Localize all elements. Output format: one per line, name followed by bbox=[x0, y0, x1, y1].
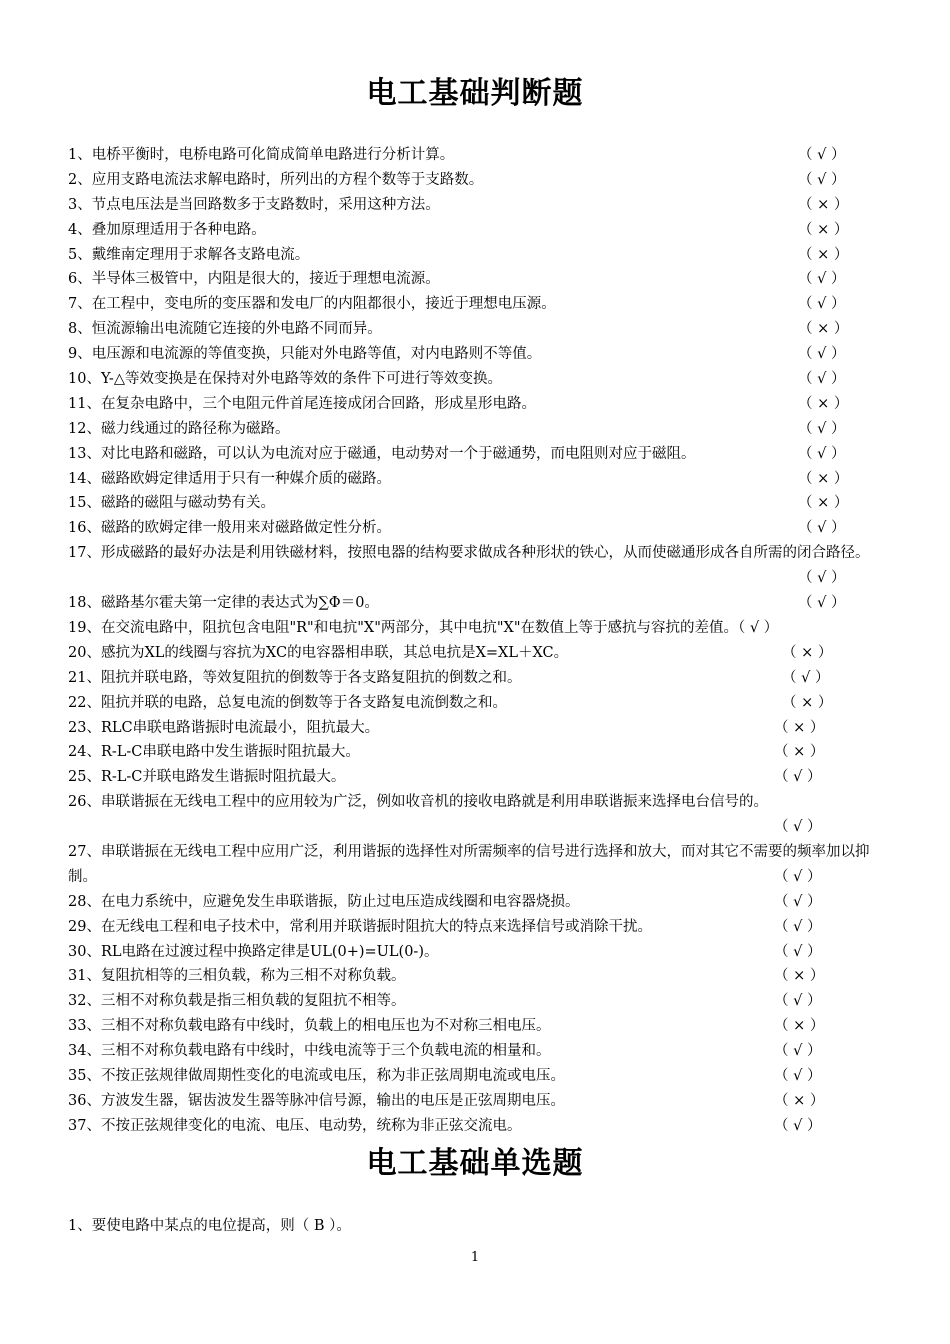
question-item bbox=[68, 641, 888, 666]
question-item bbox=[68, 1014, 888, 1039]
question-text: 36、方波发生器，锯齿波发生器等脉冲信号源，输出的电压是正弦周期电压。 bbox=[68, 1092, 565, 1109]
page-title: 电工基础判断题 bbox=[366, 76, 584, 111]
question-text: 3、节点电压法是当回路数多于支路数时，采用这种方法。 bbox=[68, 196, 440, 213]
question-text: 25、R-L-C并联电路发生谐振时阻抗最大。 bbox=[68, 769, 346, 786]
question-text: 16、磁路的欧姆定律一般用来对磁路做定性分析。 bbox=[68, 520, 391, 537]
question-item bbox=[68, 840, 888, 890]
answer-mark: （ √ ） bbox=[774, 1043, 822, 1060]
answer-mark: （ √ ） bbox=[798, 371, 846, 388]
question-text: 37、不按正弦规律变化的电流、电压、电动势，统称为非正弦交流电。 bbox=[68, 1117, 522, 1134]
question-item bbox=[68, 168, 888, 193]
question-item bbox=[68, 740, 888, 765]
question-text: 33、三相不对称负载电路有中线时，负载上的相电压也为不对称三相电压。 bbox=[68, 1018, 551, 1035]
question-item bbox=[68, 691, 888, 716]
question-text: 17、形成磁路的最好办法是利用铁磁材料，按照电器的结构要求做成各种形状的铁心，从而使磁通形成各自所需的闭合路径。 bbox=[68, 545, 870, 562]
answer-mark: （ √ ） bbox=[798, 346, 846, 363]
answer-mark: （ √ ） bbox=[798, 570, 846, 587]
question-text: 24、R-L-C串联电路中发生谐振时阻抗最大。 bbox=[68, 744, 360, 761]
answer-mark: （ √ ） bbox=[774, 893, 822, 910]
question-text: 10、Y-△等效变换是在保持对外电路等效的条件下可进行等效变换。 bbox=[68, 371, 502, 388]
answer-mark: （ √ ） bbox=[798, 445, 846, 462]
question-text: 29、在无线电工程和电子技术中，常利用并联谐振时阻抗大的特点来选择信号或消除干扰。 bbox=[68, 918, 652, 935]
answer-mark: （ × ） bbox=[798, 246, 849, 263]
question-text: 5、戴维南定理用于求解各支路电流。 bbox=[68, 246, 310, 263]
question-item bbox=[68, 765, 888, 790]
answer-mark: （ √ ） bbox=[774, 1117, 822, 1134]
answer-mark: （ × ） bbox=[798, 495, 849, 512]
question-item bbox=[68, 193, 888, 218]
question-item bbox=[68, 666, 888, 691]
question-text: 13、对比电路和磁路，可以认为电流对应于磁通，电动势对一个于磁通势，而电阻则对应于磁阻。 bbox=[68, 445, 696, 462]
question-item bbox=[68, 243, 888, 268]
question-item bbox=[68, 591, 888, 616]
question-text: 32、三相不对称负载是指三相负载的复阻抗不相等。 bbox=[68, 993, 406, 1010]
question-item bbox=[68, 1114, 888, 1139]
question-item bbox=[68, 442, 888, 467]
page-number: 1 bbox=[470, 1250, 480, 1265]
answer-mark: （ √ ） bbox=[798, 296, 846, 313]
answer-mark: （ √ ） bbox=[774, 943, 822, 960]
question-item bbox=[68, 267, 888, 292]
question-item bbox=[68, 1089, 888, 1114]
question-text: 12、磁力线通过的路径称为磁路。 bbox=[68, 420, 290, 437]
question-text: 27、串联谐振在无线电工程中应用广泛，利用谐振的选择性对所需频率的信号进行选择和放大，而对其它不需要的频率加以抑制。 bbox=[68, 843, 870, 885]
question-text: 14、磁路欧姆定律适用于只有一种媒介质的磁路。 bbox=[68, 470, 391, 487]
answer-mark: （ √ ） bbox=[774, 819, 822, 836]
answer-mark: （ × ） bbox=[774, 1092, 825, 1109]
answer-mark: （ √ ） bbox=[774, 993, 822, 1010]
question-text: 8、恒流源输出电流随它连接的外电路不同而异。 bbox=[68, 321, 382, 338]
question-text: 1、电桥平衡时，电桥电路可化简成简单电路进行分析计算。 bbox=[68, 147, 455, 163]
question-text: 4、叠加原理适用于各种电路。 bbox=[68, 221, 266, 238]
question-item bbox=[68, 367, 888, 392]
question-item bbox=[68, 989, 888, 1014]
answer-mark: （ √ ） bbox=[798, 520, 846, 537]
answer-mark: （ × ） bbox=[798, 395, 849, 412]
section-title: 电工基础单选题 bbox=[366, 1146, 584, 1181]
question-item bbox=[68, 890, 888, 915]
question-item bbox=[68, 417, 888, 442]
answer-mark: （ × ） bbox=[798, 470, 849, 487]
answer-mark: （ × ） bbox=[782, 694, 833, 711]
question-text: 34、三相不对称负载电路有中线时，中线电流等于三个负载电流的相量和。 bbox=[68, 1043, 551, 1060]
question-text: 22、阻抗并联的电路，总复电流的倒数等于各支路复电流倒数之和。 bbox=[68, 694, 507, 711]
answer-mark: （ √ ） bbox=[798, 171, 846, 188]
answer-mark: （ √ ） bbox=[774, 868, 822, 885]
question-text: 35、不按正弦规律做周期性变化的电流或电压，称为非正弦周期电流或电压。 bbox=[68, 1068, 565, 1084]
question-item bbox=[68, 964, 888, 989]
question-item bbox=[68, 392, 888, 417]
question-text: 15、磁路的磁阻与磁动势有关。 bbox=[68, 495, 275, 512]
question-item bbox=[68, 467, 888, 492]
answer-mark: （ √ ） bbox=[774, 1068, 822, 1084]
question-text: 6、半导体三极管中，内阻是很大的，接近于理想电流源。 bbox=[68, 271, 440, 288]
answer-mark: （ × ） bbox=[798, 321, 849, 338]
question-item bbox=[68, 616, 888, 641]
question-item bbox=[68, 143, 888, 168]
question-text: 11、在复杂电路中，三个电阻元件首尾连接成闭合回路，形成星形电路。 bbox=[68, 395, 536, 412]
question-item bbox=[68, 516, 888, 541]
answer-mark: （ × ） bbox=[798, 196, 849, 213]
question-item bbox=[68, 541, 888, 591]
answer-mark: （ √ ） bbox=[798, 420, 846, 437]
answer-mark: （ × ） bbox=[782, 644, 833, 661]
question-text: 2、应用支路电流法求解电路时，所列出的方程个数等于支路数。 bbox=[68, 171, 484, 188]
judgment-question-list bbox=[68, 143, 888, 1139]
answer-mark: （ × ） bbox=[774, 968, 825, 985]
answer-mark: （ √ ） bbox=[798, 595, 846, 612]
question-item bbox=[68, 317, 888, 342]
answer-mark: （ √ ） bbox=[798, 271, 846, 288]
question-text: 19、在交流电路中，阻抗包含电阻"R"和电抗"X"两部分，其中电抗"X"在数值上等于感抗与容抗的差值。（ √ ） bbox=[68, 619, 779, 636]
question-item bbox=[68, 1064, 888, 1089]
question-text: 9、电压源和电流源的等值变换，只能对外电路等值，对内电路则不等值。 bbox=[68, 346, 542, 363]
question-item bbox=[68, 716, 888, 741]
question-item bbox=[68, 292, 888, 317]
question-text: 26、串联谐振在无线电工程中的应用较为广泛，例如收音机的接收电路就是利用串联谐振来选择电台信号的。 bbox=[68, 794, 768, 811]
question-item bbox=[68, 790, 888, 840]
answer-mark: （ × ） bbox=[798, 221, 849, 238]
single-choice-question: 1、要使电路中某点的电位提高，则（ B ）。 bbox=[68, 1218, 351, 1234]
answer-mark: （ √ ） bbox=[774, 918, 822, 935]
question-text: 7、在工程中，变电所的变压器和发电厂的内阻都很小，接近于理想电压源。 bbox=[68, 296, 556, 313]
question-text: 18、磁路基尔霍夫第一定律的表达式为∑Φ＝0。 bbox=[68, 595, 379, 612]
answer-mark: （ × ） bbox=[774, 719, 825, 736]
question-item bbox=[68, 940, 888, 965]
question-item bbox=[68, 491, 888, 516]
question-text: 28、在电力系统中，应避免发生串联谐振，防止过电压造成线圈和电容器烧损。 bbox=[68, 893, 580, 910]
question-text: 31、复阻抗相等的三相负载，称为三相不对称负载。 bbox=[68, 968, 406, 985]
question-item bbox=[68, 915, 888, 940]
question-text: 30、RL电路在过渡过程中换路定律是UL(0+)=UL(0-)。 bbox=[68, 943, 439, 960]
question-item bbox=[68, 218, 888, 243]
question-text: 21、阻抗并联电路，等效复阻抗的倒数等于各支路复阻抗的倒数之和。 bbox=[68, 669, 522, 686]
question-text: 23、RLC串联电路谐振时电流最小，阻抗最大。 bbox=[68, 719, 380, 736]
question-text: 20、感抗为XL的线圈与容抗为XC的电容器相串联，其总电抗是X=XL＋XC。 bbox=[68, 644, 569, 661]
answer-mark: （ × ） bbox=[774, 744, 825, 761]
answer-mark: （ × ） bbox=[774, 1018, 825, 1035]
question-item bbox=[68, 342, 888, 367]
answer-mark: （ √ ） bbox=[774, 769, 822, 786]
answer-mark: （ √ ） bbox=[798, 147, 846, 163]
answer-mark: （ √ ） bbox=[782, 669, 830, 686]
question-item bbox=[68, 1039, 888, 1064]
